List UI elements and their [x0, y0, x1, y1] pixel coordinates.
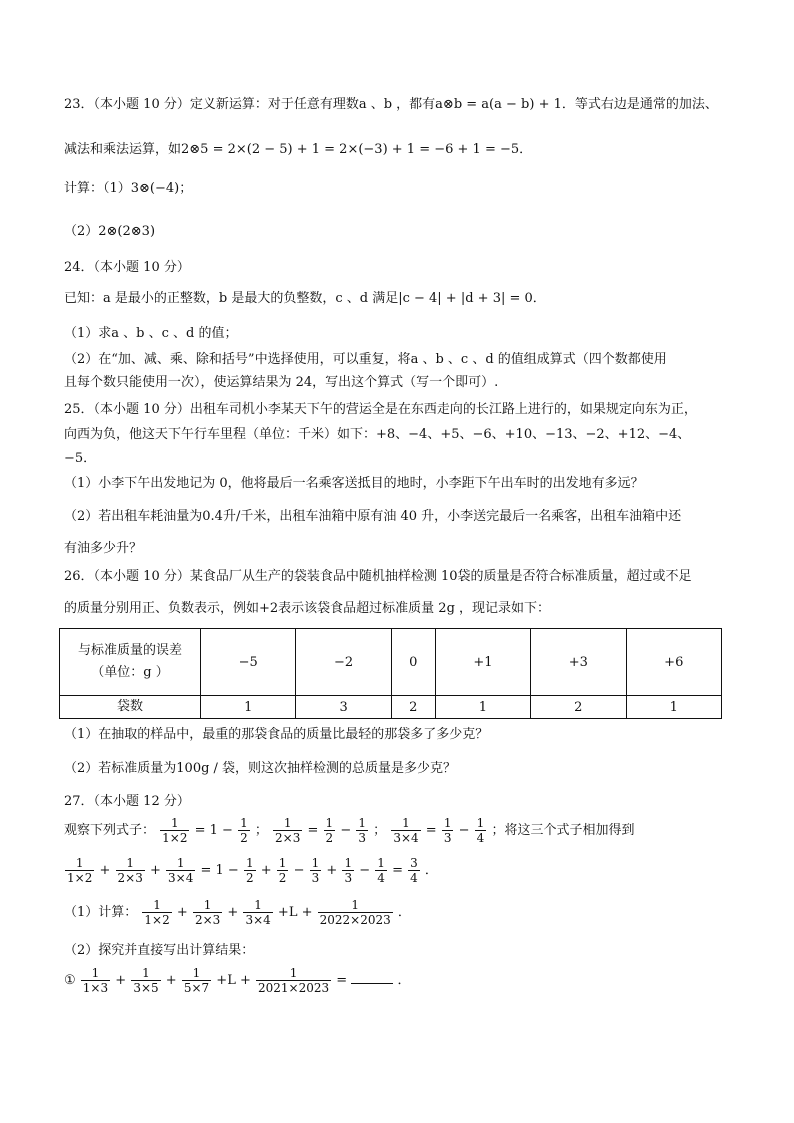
- equals-one-minus: = 1 −: [194, 823, 233, 838]
- table-header-cell: [60, 629, 201, 696]
- fraction: $\frac{1}{1\times 2}$: [162, 816, 188, 845]
- minus: −: [340, 823, 352, 838]
- q27-part2: （2）探究并直接写出计算结果：: [64, 943, 255, 958]
- plus: +: [149, 863, 161, 878]
- q26-part2: （2）若标准质量为100g / 袋，则这次抽样检测的总质量是多少克？: [64, 761, 457, 776]
- table-cell: +6: [626, 629, 721, 696]
- fraction: $\frac{1}{2\times 3}$: [275, 816, 301, 845]
- q25-part2b: 有油多少升？: [64, 541, 143, 556]
- q23-line2: 减法和乘法运算，如2⊗5 = 2×(2 − 5) + 1 = 2×(−3) + 1 = −6 + 1 = −5．: [64, 142, 533, 157]
- equals: =: [307, 823, 319, 838]
- q25-part1: （1）小李下午出发地记为 0，他将最后一名乘客送抵目的地时，小李距下午出车时的出发地有多远？: [64, 476, 644, 491]
- q24-part2a: （2）在“加、减、乘、除和括号”中选择使用，可以重复，将a 、b 、c 、d 的值组成算式（四个数都使用: [64, 352, 667, 367]
- fraction: $\frac{3}{4}$: [410, 856, 418, 885]
- q27-sum-line: [64, 856, 438, 885]
- period: ．: [424, 863, 438, 878]
- fraction: $\frac{1}{3}$: [311, 856, 320, 885]
- header-label-a: 与标准质量的误差: [77, 643, 182, 658]
- separator: ；: [373, 823, 387, 838]
- quality-table: [59, 628, 722, 719]
- minus: −: [458, 823, 470, 838]
- equals-one-minus: = 1 −: [200, 863, 239, 878]
- ellipsis: +L +: [216, 973, 251, 988]
- fraction: $\frac{1}{1\times 2}$: [144, 898, 170, 927]
- table-cell: −5: [201, 629, 296, 696]
- q27-header: 27．（本小题 12 分）: [64, 794, 190, 809]
- table-cell: 1: [435, 696, 530, 719]
- fraction: $\frac{1}{2022\times 2023}$: [319, 898, 391, 927]
- table-header-cell: 袋数: [60, 696, 201, 719]
- fraction: $\frac{1}{1\times 3}$: [82, 966, 109, 995]
- fraction: $\frac{1}{2}$: [278, 856, 287, 885]
- q26-line1: 26．（本小题 10 分）某食品厂从生产的袋装食品中随机抽样检测 10袋的质量是否符合标准质量，超过或不足: [64, 569, 692, 584]
- q24-header: 24．（本小题 10 分）: [64, 260, 190, 275]
- q23-part2: （2）2⊗(2⊗3): [64, 224, 156, 239]
- fraction: $\frac{1}{3\times 5}$: [133, 966, 159, 995]
- fraction: $\frac{1}{3\times 4}$: [393, 816, 419, 845]
- q25-line2: 向西为负，他这天下午行车里程（单位：千米）如下：+8、−4、+5、−6、+10、−13、−2、+12、−4、: [64, 427, 691, 442]
- ellipsis: +L +: [277, 905, 313, 920]
- fraction: $\frac{1}{2\times 3}$: [194, 898, 221, 927]
- table-cell: 1: [626, 696, 721, 719]
- fraction: $\frac{1}{5\times 7}$: [183, 966, 210, 995]
- equals: =: [425, 823, 437, 838]
- table-cell: 2: [391, 696, 435, 719]
- q27-observe-line: [64, 816, 634, 845]
- fraction: $\frac{1}{2\times 3}$: [117, 856, 143, 885]
- fraction: $\frac{1}{1\times 2}$: [67, 856, 93, 885]
- table-cell: +1: [435, 629, 530, 696]
- table-cell: 0: [391, 629, 435, 696]
- q25-line1: 25．（本小题 10 分）出租车司机小李某天下午的营运全是在东西走向的长江路上进行的，如果规定向东为正，: [64, 402, 697, 417]
- table-cell: −2: [296, 629, 391, 696]
- header-label-b: （单位：g ）: [91, 665, 169, 680]
- table-cell: 1: [201, 696, 296, 719]
- fraction: $\frac{1}{3\times 4}$: [168, 856, 194, 885]
- q24-part1: （1）求a 、b 、c 、d 的值；: [64, 326, 238, 341]
- separator: ；: [254, 823, 268, 838]
- fraction: $\frac{1}{2021\times 2023}$: [258, 966, 330, 995]
- q26-part1: （1）在抽取的样品中，最重的那袋食品的质量比最轻的那袋多了多少克？: [64, 727, 489, 742]
- q24-part2b: 且每个数只能使用一次），使运算结果为 24，写出这个算式（写一个即可）.: [64, 375, 499, 390]
- table-cell: +3: [531, 629, 626, 696]
- plus: +: [326, 863, 338, 878]
- fraction: $\frac{1}{3}$: [358, 816, 367, 845]
- q25-part2a: （2）若出租车耗油量为0.4升/千米，出租车油箱中原有油 40 升，小李送完最后一名乘客，出租车油箱中还: [64, 509, 682, 524]
- answer-blank[interactable]: [351, 971, 393, 984]
- q23-calc: 计算：（1）3⊗(−4)；: [64, 181, 193, 196]
- calc-label: （1）计算：: [64, 905, 138, 920]
- fraction: $\frac{1}{4}$: [476, 816, 485, 845]
- q27-circle1-line: [64, 966, 410, 995]
- plus: +: [115, 973, 127, 988]
- q25-line3: −5．: [64, 451, 97, 466]
- q23-line1: 23．（本小题 10 分）定义新运算：对于任意有理数a 、b ，都有a⊗b = a(a − b) + 1．等式右边是通常的加法、: [64, 97, 718, 112]
- period: ．: [397, 905, 411, 920]
- period: ．: [397, 973, 411, 988]
- fraction: $\frac{1}{3}$: [344, 856, 353, 885]
- equals: =: [392, 863, 403, 878]
- q26-line2: 的质量分别用正、负数表示，例如+2表示该袋食品超过标准质量 2g ，现记录如下：: [64, 601, 551, 616]
- equals: =: [336, 973, 348, 988]
- table-row: [60, 696, 722, 719]
- minus: −: [293, 863, 305, 878]
- observe-tail: ；将这三个式子相加得到: [491, 823, 635, 838]
- table-row: [60, 629, 722, 696]
- fraction: $\frac{1}{2}$: [245, 856, 254, 885]
- fraction: $\frac{1}{2}$: [325, 816, 334, 845]
- plus: +: [165, 973, 177, 988]
- fraction: $\frac{1}{4}$: [377, 856, 385, 885]
- plus: +: [176, 905, 188, 920]
- plus: +: [99, 863, 111, 878]
- fraction: $\frac{1}{2}$: [240, 816, 248, 845]
- plus: +: [227, 905, 239, 920]
- table-cell: 3: [296, 696, 391, 719]
- fraction: $\frac{1}{3\times 4}$: [245, 898, 271, 927]
- fraction: $\frac{1}{3}$: [443, 816, 452, 845]
- circle-number: ①: [64, 973, 76, 988]
- q27-calc-line: [64, 898, 411, 927]
- observe-label: 观察下列式子：: [64, 823, 156, 838]
- minus: −: [359, 863, 371, 878]
- q24-line1: 已知：a 是最小的正整数，b 是最大的负整数，c 、d 满足|c − 4| + |d + 3| = 0．: [64, 291, 546, 306]
- table-cell: 2: [531, 696, 626, 719]
- plus: +: [260, 863, 272, 878]
